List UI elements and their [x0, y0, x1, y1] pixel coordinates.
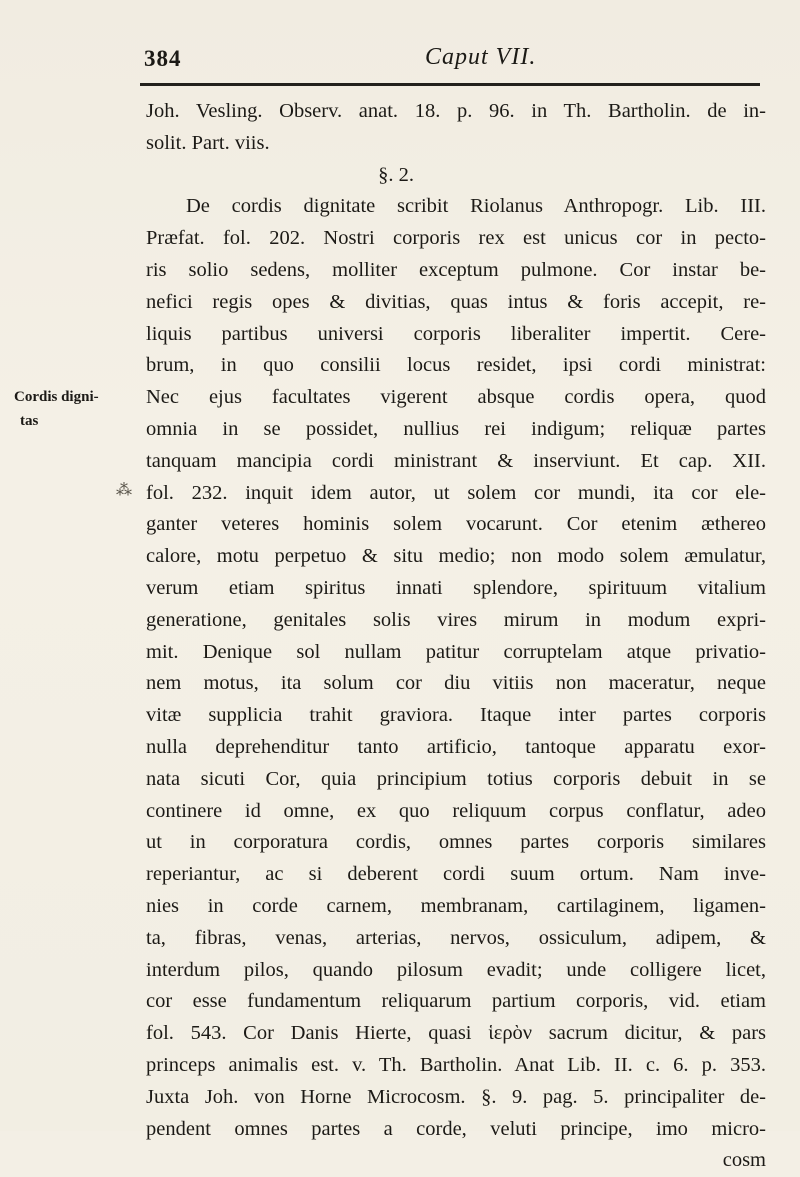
margin-note — [14, 385, 134, 433]
text-line: mit. Denique sol nullam patitur corruptelam atque privatio- — [146, 640, 766, 663]
text-line: ganter veteres hominis solem vocarunt. Cor etenim æthereo — [146, 513, 766, 536]
text-line: omnia in se possidet, nullius rei indigum; reliquæ partes — [146, 417, 766, 440]
text-line: Præfat. fol. 202. Nostri corporis rex est unicus cor in pecto- — [146, 227, 766, 250]
text-line: De cordis dignitate scribit Riolanus Anthropogr. Lib. III. — [186, 195, 766, 218]
margin-note-line: Cordis digni- — [14, 389, 99, 405]
text-line: nem motus, ita solum cor diu vitiis non maceratur, neque — [146, 672, 766, 695]
text-line: reperiantur, ac si deberent cordi suum ortum. Nam inve- — [146, 863, 766, 886]
page-number: 384 — [144, 46, 182, 71]
running-head — [140, 42, 760, 88]
text-line: generatione, genitales solis vires mirum in modum expri- — [146, 608, 766, 631]
text-line: tanquam mancipia cordi ministrant & inserviunt. Et cap. XII. — [146, 449, 766, 472]
text-line: nefici regis opes & divitias, quas intus & foris accepit, re- — [146, 290, 766, 313]
text-line: continere id omne, ex quo reliquum corpus conflatur, adeo — [146, 799, 766, 822]
text-line: nies in corde carnem, membranam, cartilaginem, ligamen- — [146, 894, 766, 917]
chapter-title: Caput VII. — [425, 44, 537, 70]
text-line: liquis partibus universi corporis liberaliter impertit. Cere- — [146, 322, 766, 345]
text-line: cor esse fundamentum reliquarum partium corporis, vid. etiam — [146, 990, 766, 1013]
text-line: solit. Part. viis. — [146, 131, 270, 154]
margin-note-line: tas — [20, 413, 39, 429]
text-line: Juxta Joh. von Horne Microcosm. §. 9. pag. 5. principaliter de- — [146, 1085, 766, 1108]
stray-mark: ⁂ — [116, 482, 132, 499]
text-line: Joh. Vesling. Observ. anat. 18. p. 96. in Th. Bartholin. de in- — [146, 100, 766, 122]
text-line: fol. 232. inquit idem autor, ut solem cor mundi, ita cor ele- — [146, 481, 766, 504]
text-line: calore, motu perpetuo & situ medio; non modo solem æmulatur, — [146, 545, 766, 568]
text-line: pendent omnes partes a corde, veluti principe, imo micro- — [146, 1117, 766, 1140]
catchword: cosm — [722, 1149, 766, 1172]
body-text — [146, 96, 766, 1177]
text-line: nata sicuti Cor, quia principium totius corporis debuit in se — [146, 767, 766, 790]
text-line: fol. 543. Cor Danis Hierte, quasi ἱερὸν sacrum dicitur, & pars — [146, 1022, 766, 1045]
section-number: §. 2. — [378, 163, 414, 186]
text-line: ta, fibras, venas, arterias, nervos, ossiculum, adipem, & — [146, 926, 766, 949]
text-line: ut in corporatura cordis, omnes partes corporis similares — [146, 831, 766, 854]
header-rule — [140, 83, 760, 86]
text-line: Nec ejus facultates vigerent absque cordis opera, quod — [146, 386, 766, 409]
text-line: nulla deprehenditur tanto artificio, tantoque apparatu exor- — [146, 735, 766, 758]
text-line: interdum pilos, quando pilosum evadit; unde colligere licet, — [146, 958, 766, 981]
text-line: ris solio sedens, molliter exceptum pulmone. Cor instar be- — [146, 258, 766, 281]
text-line: verum etiam spiritus innati splendore, spirituum vitalium — [146, 576, 766, 599]
text-line: brum, in quo consilii locus residet, ipsi cordi ministrat: — [146, 354, 766, 377]
text-line: vitæ supplicia trahit graviora. Itaque inter partes corporis — [146, 704, 766, 727]
text-line: princeps animalis est. v. Th. Bartholin. Anat Lib. II. c. 6. p. 353. — [146, 1053, 766, 1076]
